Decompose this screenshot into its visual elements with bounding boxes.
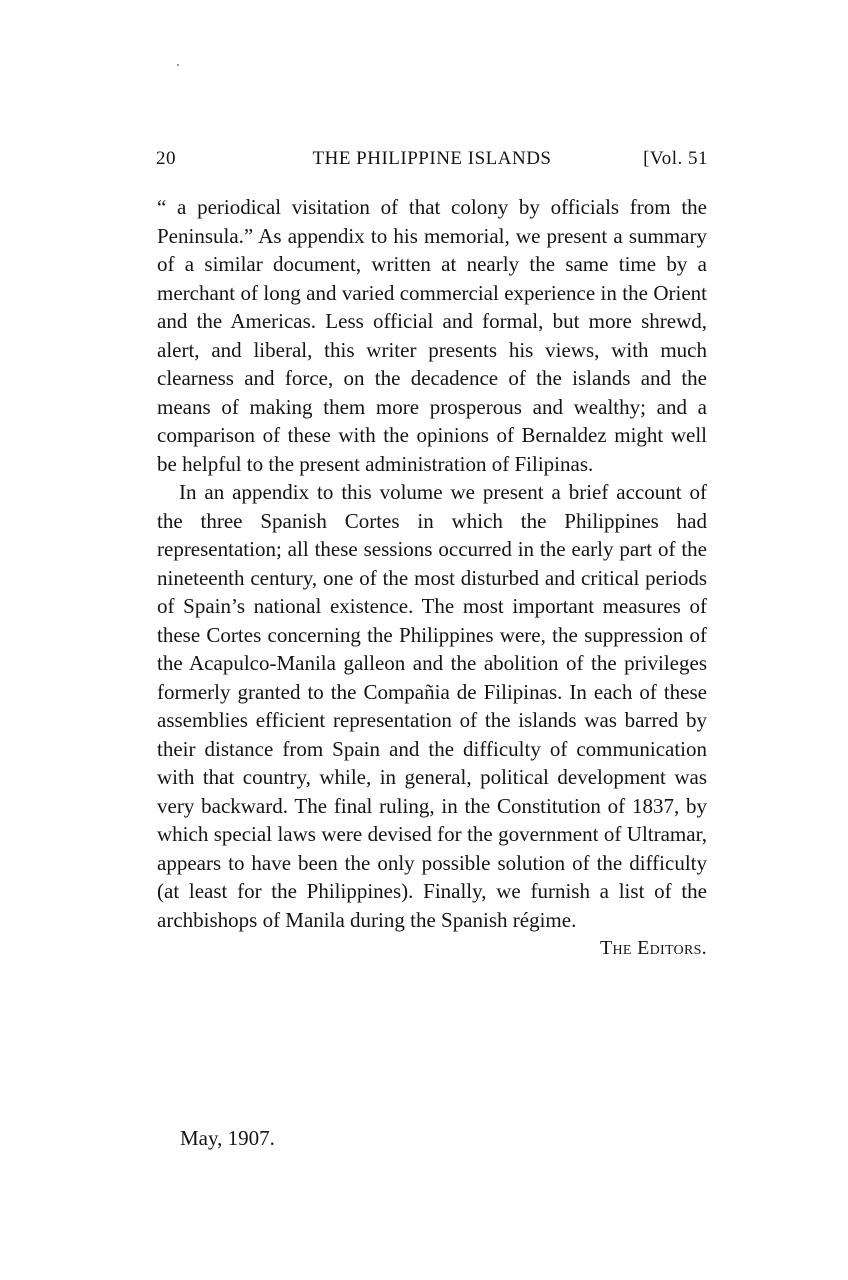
volume-label: [Vol. 51 <box>643 148 708 169</box>
dateline: May, 1907. <box>180 1126 275 1150</box>
paragraph: “ a periodical visitation of that colony by officials from the Peninsula.” As appendix to his memorial, we present a summary of a similar document, written at nearly the same time by a merchant of long and varied commercial experience in the Orient and the Americas. Less official and formal, but more shrewd, alert, and liberal, this writer presents his views, with much clearness and force, on the decadence of the islands and the means of making them more prosperous and wealthy; and a comparison of these with the opinions of Bernaldez might well be helpful to the present administration of Filipinas. <box>157 195 707 476</box>
scan-speck <box>177 64 179 66</box>
running-head <box>156 148 708 176</box>
paragraph: In an appendix to this volume we present a brief account of the three Spanish Cortes in which the Philippines had representation; all these sessions occurred in the early part of the nineteenth century, one of the most disturbed and critical periods of Spain’s national existence. The most important measures of these Cortes concerning the Philippines were, the suppression of the Acapulco-Manila galleon and the abolition of the privileges formerly granted to the Compañia de Filipinas. In each of these assemblies efficient representation of the islands was barred by their distance from Spain and the difficulty of communication with that country, while, in general, political development was very backward. The final ruling, in the Constitution of 1837, by which special laws were devised for the government of Ultramar, appears to have been the only possible solution of the difficulty (at least for the Philippines). Finally, we furnish a list of the archbishops of Manila during the Spanish régime. <box>157 480 707 932</box>
body-text <box>157 193 707 963</box>
editors-signature <box>157 934 707 963</box>
book-title: THE PHILIPPINE ISLANDS <box>312 148 552 169</box>
signature-text: The Editors. <box>599 937 707 959</box>
page-number: 20 <box>156 148 176 169</box>
